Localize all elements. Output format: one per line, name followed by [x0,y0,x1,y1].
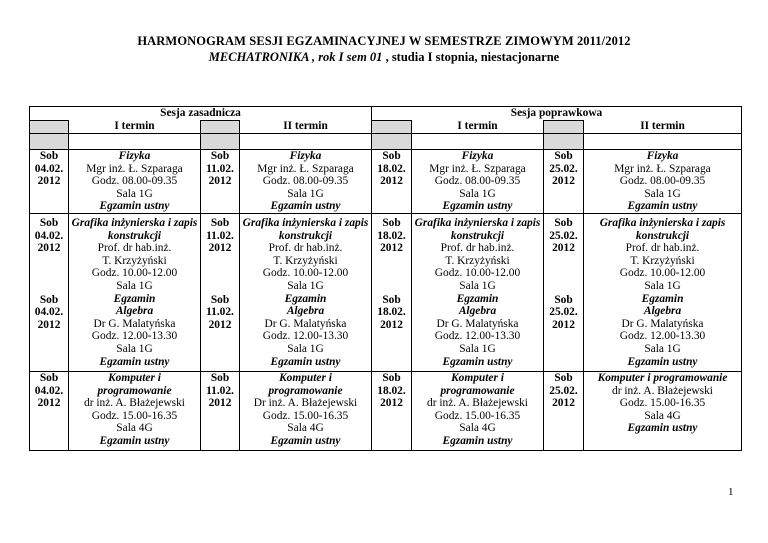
session-poprawkowa: Sesja poprawkowa [372,107,742,121]
exam-cell [584,150,742,214]
exam-time: Godz. 10.00-12.00 [434,267,521,280]
exam-cell [69,372,201,451]
exam-time: Godz. 08.00-09.35 [619,175,706,188]
exam-cell-split [69,214,201,372]
teacher: Mgr inż. Ł. Szparaga [86,162,183,175]
subject-name: Komputer i programowanie [268,372,343,397]
subject-name: Fizyka [461,150,494,163]
exam-time: Godz. 10.00-12.00 [91,267,178,280]
subject-name: Algebra [643,305,682,318]
gray-cell [201,134,240,150]
empty-cell [584,134,742,150]
teacher: Mgr inż. Ł. Szparaga [257,162,354,175]
exam-grafika [70,214,199,305]
date-cell: Sob 04.02. 2012 [30,150,69,214]
exam-type: Egzamin [284,292,327,305]
exam-type: Egzamin ustny [442,200,513,213]
date-algebra: Sob 25.02. 2012 [549,293,578,332]
exam-cell [584,372,742,451]
date-algebra: Sob 04.02. 2012 [34,293,64,332]
subject-name: Algebra [115,305,154,318]
session-header-row [30,107,742,121]
teacher: Mgr inż. Ł. Szparaga [614,162,711,175]
date-grafika: Sob 11.02. 2012 [206,217,234,255]
exam-algebra [70,305,199,368]
program-name: MECHATRONIKA , rok I sem 01 [208,50,383,64]
exam-room: Sala 1G [459,343,496,355]
gray-spacer-row [30,134,742,150]
exam-time: Godz. 08.00-09.35 [262,175,349,188]
exam-room: Sala 4G [644,409,681,422]
date-cell-split [544,214,584,372]
teacher: Dr G. Malatyńska [621,317,704,330]
exam-cell-split [240,214,372,372]
date-cell: Sob 11.02. 2012 [201,150,240,214]
exam-room: Sala 1G [644,343,681,355]
exam-time: Godz. 15.00-16.35 [262,409,349,422]
date-grafika: Sob 18.02. 2012 [377,217,406,255]
exam-time: Godz. 10.00-12.00 [262,267,349,280]
exam-room: Sala 1G [459,187,496,200]
gray-cell [544,134,584,150]
exam-time: Godz. 15.00-16.35 [619,397,706,410]
exam-room: Sala 1G [116,343,153,355]
term-header: II termin [584,120,742,134]
gray-cell [30,134,69,150]
exam-type: Egzamin ustny [442,355,513,368]
subject-name: Algebra [458,305,497,318]
exam-row-komputer [30,372,742,451]
exam-cell [240,150,372,214]
subject-name: Grafika inżynierska i zapis konstrukcji [71,217,198,242]
exam-type: Egzamin ustny [627,200,698,213]
empty-cell [240,134,372,150]
exam-room: Sala 1G [644,280,681,293]
teacher: Mgr inż. Ł. Szparaga [429,162,526,175]
date-algebra: Sob 18.02. 2012 [377,293,406,332]
exam-type: Egzamin [641,292,684,305]
document-title: HARMONOGRAM SESJI EGZAMINACYJNEJ W SEMESTRZE ZIMOWYM 2011/2012 [137,34,631,48]
header-gray-cell [544,120,584,134]
exam-type: Egzamin ustny [99,355,170,368]
exam-type: Egzamin ustny [270,355,341,368]
header-gray-cell [30,120,69,134]
teacher: T. Krzyżyński [445,254,510,267]
exam-room: Sala 4G [287,422,324,435]
subject-name: Komputer i programowanie [597,372,728,385]
subject-name: Algebra [286,305,325,318]
exam-room: Sala 1G [116,187,153,200]
exam-type: Egzamin ustny [270,200,341,213]
header-gray-cell [372,120,412,134]
teacher: T. Krzyżyński [273,254,338,267]
empty-cell [69,134,201,150]
date-cell-split [30,214,69,372]
header-gray-cell [201,120,240,134]
exam-room: Sala 4G [459,422,496,435]
exam-grafika [241,214,370,305]
date-cell: Sob 18.02. 2012 [372,372,412,451]
exam-algebra [241,305,370,368]
exam-cell [69,150,201,214]
teacher: Dr G. Malatyńska [93,317,176,330]
date-grafika: Sob 04.02. 2012 [34,217,64,255]
exam-type: Egzamin ustny [627,422,698,435]
exam-room: Sala 1G [287,343,324,355]
exam-cell [412,372,544,451]
document-subtitle [0,50,768,65]
subject-name: Grafika inżynierska i zapis konstrukcji [599,217,726,242]
subject-name: Grafika inżynierska i zapis konstrukcji [242,217,369,242]
exam-time: Godz. 08.00-09.35 [91,175,178,188]
date-cell: Sob 11.02. 2012 [201,372,240,451]
exam-room: Sala 1G [287,280,324,293]
exam-algebra [413,305,542,368]
exam-time: Godz. 10.00-12.00 [619,267,706,280]
date-cell-split [372,214,412,372]
teacher: Prof. dr hab.inż. [97,242,172,255]
date-cell: Sob 04.02. 2012 [30,372,69,451]
teacher: Dr G. Malatyńska [436,317,519,330]
exam-type: Egzamin ustny [270,435,341,448]
date-cell: Sob 18.02. 2012 [372,150,412,214]
date-grafika: Sob 25.02. 2012 [549,217,578,255]
exam-schedule-table [29,106,742,451]
exam-cell-split [412,214,544,372]
exam-type: Egzamin ustny [627,355,698,368]
gray-cell [372,134,412,150]
teacher: Prof. dr hab.inż. [625,242,700,255]
teacher: Dr G. Malatyńska [264,317,347,330]
teacher: dr inż. A. Błażejewski [84,397,185,410]
exam-type: Egzamin ustny [99,200,170,213]
teacher: T. Krzyżyński [630,254,695,267]
subject-name: Grafika inżynierska i zapis konstrukcji [414,217,541,242]
exam-time: Godz. 08.00-09.35 [434,175,521,188]
subject-name: Fizyka [118,150,151,163]
exam-cell [240,372,372,451]
exam-row-grafika-algebra [30,214,742,372]
term-header: I termin [69,120,201,134]
exam-cell-split [584,214,742,372]
exam-time: Godz. 12.00-13.30 [91,330,178,343]
exam-room: Sala 1G [644,187,681,200]
date-cell: Sob 25.02. 2012 [544,150,584,214]
teacher: Prof. dr hab.inż. [268,242,343,255]
exam-algebra [585,305,740,368]
date-cell-split [201,214,240,372]
date-algebra: Sob 11.02. 2012 [206,293,234,332]
program-details: , studia I stopnia, niestacjonarne [382,50,560,64]
exam-time: Godz. 12.00-13.30 [619,330,706,343]
empty-cell [412,134,544,150]
exam-type: Egzamin [113,292,156,305]
exam-type: Egzamin [456,292,499,305]
exam-type: Egzamin ustny [442,435,513,448]
exam-time: Godz. 15.00-16.35 [434,409,521,422]
term-header-row [30,120,742,134]
exam-room: Sala 1G [287,187,324,200]
subject-name: Fizyka [289,150,322,163]
teacher: dr inż. A. Błażejewski [612,384,713,397]
exam-room: Sala 1G [459,280,496,293]
teacher: dr inż. A. Błażejewski [427,397,528,410]
exam-row-fizyka [30,150,742,214]
exam-type: Egzamin ustny [99,435,170,448]
exam-time: Godz. 12.00-13.30 [262,330,349,343]
exam-time: Godz. 12.00-13.30 [434,330,521,343]
exam-grafika [585,214,740,305]
exam-cell [412,150,544,214]
session-zasadnicza: Sesja zasadnicza [30,107,372,121]
exam-grafika [413,214,542,305]
subject-name: Komputer i programowanie [97,372,172,397]
subject-name: Komputer i programowanie [440,372,515,397]
page-number: 1 [728,486,734,498]
exam-time: Godz. 15.00-16.35 [91,409,178,422]
teacher: T. Krzyżyński [102,254,167,267]
term-header: I termin [412,120,544,134]
exam-room: Sala 4G [116,422,153,435]
teacher: Dr inż. A. Błażejewski [253,397,358,410]
subject-name: Fizyka [646,150,679,163]
date-cell: Sob 25.02. 2012 [544,372,584,451]
exam-room: Sala 1G [116,280,153,293]
teacher: Prof. dr hab.inż. [440,242,515,255]
term-header: II termin [240,120,372,134]
